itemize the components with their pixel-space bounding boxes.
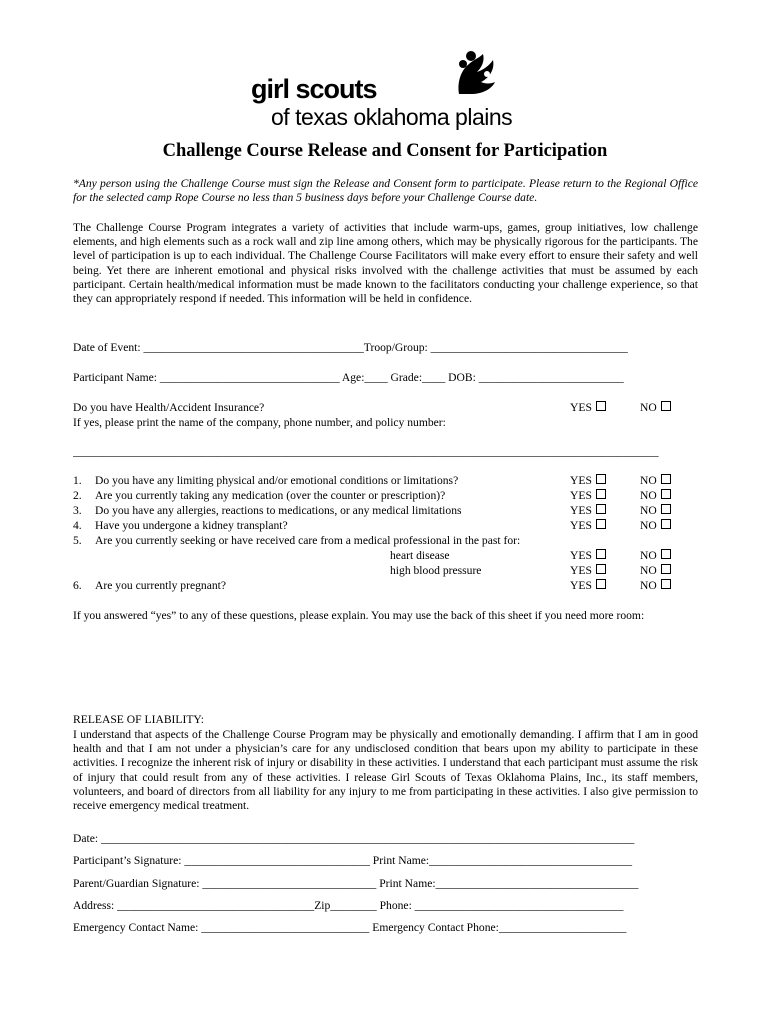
- checkbox-icon[interactable]: [596, 579, 606, 589]
- date-event-field[interactable]: Date of Event: ______________________________________Troop/Group: __________________________________: [73, 341, 628, 354]
- yes-option[interactable]: [570, 504, 606, 517]
- date-field[interactable]: Date: ____________________________________________________________________________________________: [73, 832, 635, 845]
- insurance-yes[interactable]: [570, 401, 606, 414]
- question-text: Have you undergone a kidney transplant?: [95, 519, 288, 532]
- yes-label: YES: [570, 504, 592, 517]
- sub-question-text: high blood pressure: [390, 564, 482, 577]
- checkbox-icon[interactable]: [596, 549, 606, 559]
- logo-line1: girl scouts: [251, 74, 377, 104]
- logo: [251, 48, 541, 138]
- yes-label: YES: [570, 401, 592, 414]
- no-label: NO: [640, 474, 657, 487]
- checkbox-icon[interactable]: [661, 564, 671, 574]
- release-text: I understand that aspects of the Challenge Course Program may be physically and emotionally demanding. I affirm that I am in good health and that I am not under a physician’s care for any undisclosed condition that bears upon my ability to participate in these activities. I recognize the inherent risk of injury or disability in these activities. I understand that each participant must assume the risk of injury that could result from any of these activities. I release Girl Scouts of Texas Oklahoma Plains, Inc., its staff members, volunteers, and board of directors from all liability for any injury to me from participating in these activities. I also give permission to receive emergency medical treatment.: [73, 728, 698, 813]
- emergency-contact-field[interactable]: Emergency Contact Name: _____________________________ Emergency Contact Phone:______________________: [73, 921, 627, 934]
- checkbox-icon[interactable]: [661, 401, 671, 411]
- checkbox-icon[interactable]: [661, 549, 671, 559]
- yes-option[interactable]: [570, 564, 606, 577]
- page-title: Challenge Course Release and Consent for Participation: [162, 141, 608, 161]
- yes-option[interactable]: [570, 489, 606, 502]
- explain-text: If you answered “yes” to any of these questions, please explain. You may use the back of this sheet if you need more room:: [73, 609, 645, 622]
- yes-label: YES: [570, 489, 592, 502]
- guardian-signature-field[interactable]: Parent/Guardian Signature: ______________________________ Print Name:___________________________________: [73, 877, 639, 890]
- insurance-line[interactable]: _____________________________________________________________________________________________________: [73, 445, 659, 458]
- insurance-no[interactable]: [640, 401, 671, 414]
- checkbox-icon[interactable]: [596, 519, 606, 529]
- yes-label: YES: [570, 474, 592, 487]
- checkbox-icon[interactable]: [661, 579, 671, 589]
- yes-option[interactable]: [570, 579, 606, 592]
- question-text: Are you currently taking any medication (over the counter or prescription)?: [95, 489, 446, 502]
- question-num: 2.: [73, 489, 82, 502]
- no-label: NO: [640, 564, 657, 577]
- no-option[interactable]: [640, 564, 671, 577]
- checkbox-icon[interactable]: [596, 504, 606, 514]
- no-label: NO: [640, 401, 657, 414]
- question-text: Are you currently seeking or have received care from a medical professional in the past for:: [95, 534, 521, 547]
- question-text: Do you have any limiting physical and/or emotional conditions or limitations?: [95, 474, 459, 487]
- insurance-question: Do you have Health/Accident Insurance?: [73, 401, 265, 414]
- question-text: Do you have any allergies, reactions to medications, or any medical limitations: [95, 504, 462, 517]
- yes-option[interactable]: [570, 474, 606, 487]
- yes-option[interactable]: [570, 549, 606, 562]
- question-num: 4.: [73, 519, 82, 532]
- checkbox-icon[interactable]: [661, 474, 671, 484]
- checkbox-icon[interactable]: [596, 401, 606, 411]
- no-label: NO: [640, 549, 657, 562]
- notice-text: *Any person using the Challenge Course must sign the Release and Consent form to participate. Please return to the Regional Office for the selected camp Rope Course no less than 5 business days before your Challenge Course date.: [73, 177, 698, 205]
- question-num: 3.: [73, 504, 82, 517]
- yes-label: YES: [570, 579, 592, 592]
- no-option[interactable]: [640, 489, 671, 502]
- yes-option[interactable]: [570, 519, 606, 532]
- no-option[interactable]: [640, 519, 671, 532]
- no-label: NO: [640, 519, 657, 532]
- checkbox-icon[interactable]: [596, 564, 606, 574]
- no-option[interactable]: [640, 579, 671, 592]
- no-option[interactable]: [640, 504, 671, 517]
- checkbox-icon[interactable]: [596, 474, 606, 484]
- participant-signature-field[interactable]: Participant’s Signature: ________________________________ Print Name:___________________________________: [73, 854, 633, 867]
- yes-label: YES: [570, 564, 592, 577]
- question-num: 1.: [73, 474, 82, 487]
- checkbox-icon[interactable]: [596, 489, 606, 499]
- no-label: NO: [640, 579, 657, 592]
- question-text: Are you currently pregnant?: [95, 579, 227, 592]
- question-num: 6.: [73, 579, 82, 592]
- no-label: NO: [640, 504, 657, 517]
- sub-question-text: heart disease: [390, 549, 450, 562]
- address-field[interactable]: Address: __________________________________Zip________ Phone: ____________________________________: [73, 899, 624, 912]
- yes-label: YES: [570, 519, 592, 532]
- checkbox-icon[interactable]: [661, 504, 671, 514]
- checkbox-icon[interactable]: [661, 489, 671, 499]
- trefoil-profile-icon: [449, 48, 497, 96]
- no-option[interactable]: [640, 549, 671, 562]
- intro-text: The Challenge Course Program integrates a variety of activities that include warm-ups, games, group initiatives, low challenge elements, and high elements such as a rock wall and zip line among others, which may be physically rigorous for the participants. The level of participation is up to each individual. The Challenge Course Facilitators will make every effort to ensure their safety and well being. Yet there are inherent emotional and physical risks involved with the challenge activities that must be assumed by each participant. Certain health/medical information must be made known to the facilitators conducting your challenge experience, so that they can appropriately respond if needed. This information will be held in confidence.: [73, 221, 698, 306]
- participant-field[interactable]: Participant Name: _______________________________ Age:____ Grade:____ DOB: _________________________: [73, 371, 624, 384]
- release-heading: RELEASE OF LIABILITY:: [73, 713, 204, 726]
- insurance-detail: If yes, please print the name of the company, phone number, and policy number:: [73, 416, 446, 429]
- question-num: 5.: [73, 534, 82, 547]
- checkbox-icon[interactable]: [661, 519, 671, 529]
- no-option[interactable]: [640, 474, 671, 487]
- logo-line2: of texas oklahoma plains: [271, 104, 513, 130]
- no-label: NO: [640, 489, 657, 502]
- yes-label: YES: [570, 549, 592, 562]
